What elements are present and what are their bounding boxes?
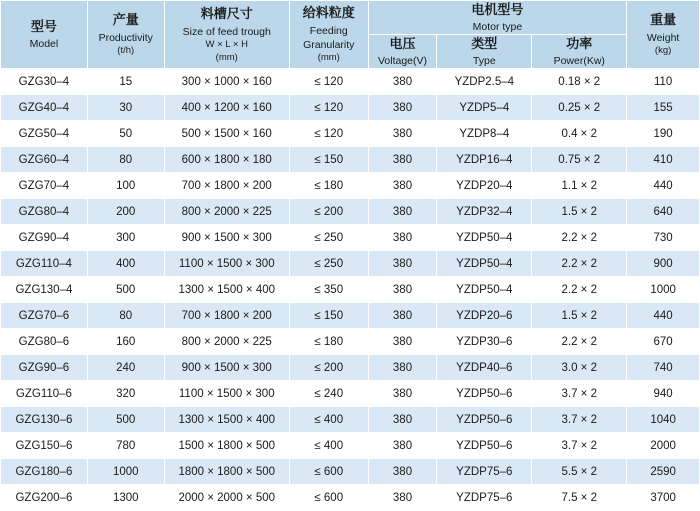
header-power-en: Power(Kw): [553, 55, 605, 68]
cell-weight: 740: [627, 355, 700, 381]
cell-productivity: 240: [87, 355, 164, 381]
cell-trough: 400 × 1200 × 160: [164, 95, 289, 121]
cell-trough: 700 × 1800 × 200: [164, 173, 289, 199]
cell-trough: 2000 × 2000 × 500: [164, 485, 289, 511]
cell-productivity: 100: [87, 173, 164, 199]
cell-model: GZG90–6: [1, 355, 88, 381]
header-weight-cn: 重量: [650, 12, 677, 28]
header-cell-power: [532, 34, 627, 69]
cell-voltage: 380: [368, 433, 437, 459]
cell-granularity: ≤ 350: [289, 277, 368, 303]
cell-productivity: 1000: [87, 459, 164, 485]
cell-model: GZG200–6: [1, 485, 88, 511]
cell-voltage: 380: [368, 69, 437, 95]
cell-granularity: ≤ 250: [289, 225, 368, 251]
cell-type: YZDP75–6: [437, 485, 532, 511]
cell-power: 3.0 × 2: [532, 355, 627, 381]
cell-weight: 3700: [627, 485, 700, 511]
table-row: [1, 303, 700, 329]
table-row: [1, 95, 700, 121]
cell-type: YZDP50–4: [437, 225, 532, 251]
header-cell-trough: [164, 1, 289, 69]
cell-type: YZDP5–4: [437, 95, 532, 121]
header-cell-type: [437, 34, 532, 69]
cell-type: YZDP30–6: [437, 329, 532, 355]
cell-model: GZG110–4: [1, 251, 88, 277]
cell-power: 0.4 × 2: [532, 121, 627, 147]
cell-productivity: 160: [87, 329, 164, 355]
cell-power: 0.75 × 2: [532, 147, 627, 173]
cell-voltage: 380: [368, 459, 437, 485]
cell-trough: 300 × 1000 × 160: [164, 69, 289, 95]
cell-productivity: 15: [87, 69, 164, 95]
cell-granularity: ≤ 150: [289, 303, 368, 329]
cell-productivity: 50: [87, 121, 164, 147]
cell-model: GZG90–4: [1, 225, 88, 251]
cell-power: 1.1 × 2: [532, 173, 627, 199]
table-row: [1, 329, 700, 355]
cell-trough: 1500 × 1800 × 500: [164, 433, 289, 459]
cell-granularity: ≤ 250: [289, 251, 368, 277]
header-productivity-unit: (t/h): [117, 45, 135, 57]
cell-granularity: ≤ 180: [289, 329, 368, 355]
cell-granularity: ≤ 150: [289, 147, 368, 173]
header-cell-weight: [627, 1, 700, 69]
cell-trough: 900 × 1500 × 300: [164, 225, 289, 251]
table-row: [1, 69, 700, 95]
cell-voltage: 380: [368, 381, 437, 407]
table-row: [1, 485, 700, 511]
table-row: [1, 355, 700, 381]
header-productivity-cn: 产量: [112, 12, 139, 28]
header-power-cn: 功率: [566, 35, 593, 51]
cell-weight: 190: [627, 121, 700, 147]
table-row: [1, 433, 700, 459]
cell-power: 2.2 × 2: [532, 329, 627, 355]
cell-productivity: 320: [87, 381, 164, 407]
cell-productivity: 80: [87, 303, 164, 329]
cell-weight: 730: [627, 225, 700, 251]
cell-power: 5.5 × 2: [532, 459, 627, 485]
cell-voltage: 380: [368, 485, 437, 511]
cell-weight: 2000: [627, 433, 700, 459]
header-cell-voltage: [368, 34, 437, 69]
cell-granularity: ≤ 120: [289, 121, 368, 147]
cell-voltage: 380: [368, 225, 437, 251]
cell-type: YZDP8–4: [437, 121, 532, 147]
table-row: [1, 407, 700, 433]
cell-type: YZDP20–6: [437, 303, 532, 329]
header-trough-cn: 料槽尺寸: [200, 6, 253, 22]
cell-voltage: 380: [368, 407, 437, 433]
cell-granularity: ≤ 600: [289, 485, 368, 511]
cell-model: GZG130–4: [1, 277, 88, 303]
table-row: [1, 173, 700, 199]
cell-granularity: ≤ 200: [289, 199, 368, 225]
cell-productivity: 1300: [87, 485, 164, 511]
header-voltage-en: Voltage(V): [377, 55, 428, 68]
cell-productivity: 30: [87, 95, 164, 121]
cell-voltage: 380: [368, 251, 437, 277]
cell-granularity: ≤ 200: [289, 355, 368, 381]
cell-voltage: 380: [368, 173, 437, 199]
table-body: [1, 69, 700, 511]
cell-type: YZDP50–4: [437, 251, 532, 277]
cell-model: GZG50–4: [1, 121, 88, 147]
header-granularity-en: Feeding Granularity: [303, 24, 355, 52]
cell-power: 0.18 × 2: [532, 69, 627, 95]
cell-type: YZDP50–6: [437, 433, 532, 459]
cell-type: YZDP75–6: [437, 459, 532, 485]
cell-granularity: ≤ 120: [289, 95, 368, 121]
cell-model: GZG40–4: [1, 95, 88, 121]
table-row: [1, 381, 700, 407]
cell-weight: 410: [627, 147, 700, 173]
cell-trough: 600 × 1800 × 180: [164, 147, 289, 173]
header-model-en: Model: [29, 38, 59, 51]
header-type-cn: 类型: [471, 35, 498, 51]
header-trough-en: Size of feed trough: [182, 25, 271, 38]
table-header: [1, 1, 700, 69]
header-cell-granularity: [289, 1, 368, 69]
cell-weight: 640: [627, 199, 700, 225]
cell-weight: 1000: [627, 277, 700, 303]
table-row: [1, 277, 700, 303]
cell-type: YZDP2.5–4: [437, 69, 532, 95]
cell-power: 1.5 × 2: [532, 199, 627, 225]
table-row: [1, 225, 700, 251]
cell-power: 3.7 × 2: [532, 433, 627, 459]
header-cell-motor-group: [368, 1, 627, 35]
cell-voltage: 380: [368, 199, 437, 225]
cell-type: YZDP32–4: [437, 199, 532, 225]
cell-granularity: ≤ 180: [289, 173, 368, 199]
cell-weight: 1040: [627, 407, 700, 433]
cell-trough: 1300 × 1500 × 400: [164, 277, 289, 303]
cell-model: GZG80–6: [1, 329, 88, 355]
header-weight-en: Weight: [646, 32, 680, 44]
header-productivity-en: Productivity: [98, 32, 153, 44]
cell-power: 3.7 × 2: [532, 381, 627, 407]
cell-type: YZDP50–4: [437, 277, 532, 303]
cell-power: 0.25 × 2: [532, 95, 627, 121]
cell-trough: 1100 × 1500 × 300: [164, 381, 289, 407]
header-voltage-cn: 电压: [389, 35, 416, 51]
cell-voltage: 380: [368, 329, 437, 355]
cell-model: GZG110–6: [1, 381, 88, 407]
cell-productivity: 500: [87, 277, 164, 303]
cell-trough: 900 × 1500 × 300: [164, 355, 289, 381]
cell-weight: 2590: [627, 459, 700, 485]
cell-voltage: 380: [368, 355, 437, 381]
header-type-en: Type: [472, 55, 496, 68]
header-motor-en: Motor type: [472, 20, 523, 33]
cell-granularity: ≤ 120: [289, 69, 368, 95]
table-row: [1, 199, 700, 225]
header-cell-productivity: [87, 1, 164, 69]
header-weight-unit: (kg): [654, 45, 672, 57]
cell-weight: 940: [627, 381, 700, 407]
cell-weight: 155: [627, 95, 700, 121]
cell-type: YZDP50–6: [437, 381, 532, 407]
cell-type: YZDP50–6: [437, 407, 532, 433]
cell-trough: 1300 × 1500 × 400: [164, 407, 289, 433]
cell-model: GZG60–4: [1, 147, 88, 173]
cell-power: 1.5 × 2: [532, 303, 627, 329]
cell-productivity: 400: [87, 251, 164, 277]
cell-productivity: 300: [87, 225, 164, 251]
cell-model: GZG70–4: [1, 173, 88, 199]
table-row: [1, 251, 700, 277]
cell-voltage: 380: [368, 121, 437, 147]
cell-trough: 1800 × 1800 × 500: [164, 459, 289, 485]
header-cell-model: [1, 1, 88, 69]
cell-weight: 440: [627, 173, 700, 199]
cell-granularity: ≤ 400: [289, 433, 368, 459]
cell-weight: 440: [627, 303, 700, 329]
header-trough-dims: W × L × H: [205, 38, 248, 50]
cell-power: 2.2 × 2: [532, 225, 627, 251]
cell-power: 2.2 × 2: [532, 277, 627, 303]
table-row: [1, 121, 700, 147]
header-trough-unit: (mm): [215, 51, 238, 63]
cell-model: GZG150–6: [1, 433, 88, 459]
cell-voltage: 380: [368, 303, 437, 329]
cell-model: GZG80–4: [1, 199, 88, 225]
cell-voltage: 380: [368, 277, 437, 303]
cell-granularity: ≤ 240: [289, 381, 368, 407]
header-row-primary: [1, 1, 700, 35]
header-granularity-unit: (mm): [317, 52, 340, 64]
cell-trough: 500 × 1500 × 160: [164, 121, 289, 147]
cell-model: GZG70–6: [1, 303, 88, 329]
cell-model: GZG180–6: [1, 459, 88, 485]
cell-type: YZDP16–4: [437, 147, 532, 173]
table-row: [1, 147, 700, 173]
cell-granularity: ≤ 400: [289, 407, 368, 433]
cell-weight: 670: [627, 329, 700, 355]
cell-voltage: 380: [368, 95, 437, 121]
cell-trough: 700 × 1800 × 200: [164, 303, 289, 329]
cell-productivity: 780: [87, 433, 164, 459]
cell-power: 2.2 × 2: [532, 251, 627, 277]
cell-trough: 1100 × 1500 × 300: [164, 251, 289, 277]
cell-model: GZG30–4: [1, 69, 88, 95]
cell-voltage: 380: [368, 147, 437, 173]
cell-weight: 110: [627, 69, 700, 95]
cell-type: YZDP40–6: [437, 355, 532, 381]
header-motor-cn: 电机型号: [471, 2, 524, 17]
cell-type: YZDP20–4: [437, 173, 532, 199]
cell-weight: 900: [627, 251, 700, 277]
cell-trough: 800 × 2000 × 225: [164, 199, 289, 225]
cell-model: GZG130–6: [1, 407, 88, 433]
cell-trough: 800 × 2000 × 225: [164, 329, 289, 355]
cell-productivity: 500: [87, 407, 164, 433]
cell-power: 3.7 × 2: [532, 407, 627, 433]
cell-productivity: 80: [87, 147, 164, 173]
cell-power: 7.5 × 2: [532, 485, 627, 511]
cell-productivity: 200: [87, 199, 164, 225]
cell-granularity: ≤ 600: [289, 459, 368, 485]
header-model-cn: 型号: [30, 18, 57, 34]
header-granularity-cn: 给料粒度: [302, 5, 355, 21]
